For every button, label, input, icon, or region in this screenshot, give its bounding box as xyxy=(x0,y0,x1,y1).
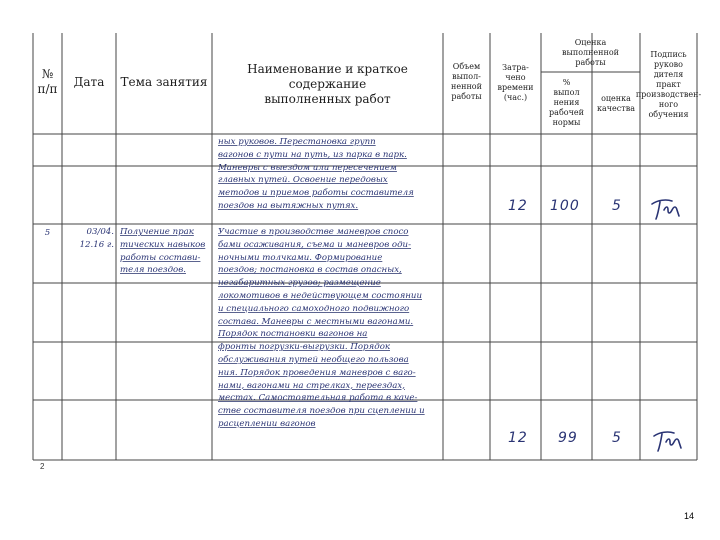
row-2-volume: 12 xyxy=(508,430,528,446)
header-description: Наименование и краткое содержание выполненных работ xyxy=(247,61,408,106)
signature-mark xyxy=(650,196,684,222)
header-no: № п/п xyxy=(37,67,58,96)
header-signature: Подпись руково дителя практ производствен- ного обучения xyxy=(635,50,702,119)
row-2-topic: Получение прак тических навыков работы состави- теля поездов. xyxy=(120,227,206,276)
header-time-spent: Затра- чено времени (час.) xyxy=(497,63,534,102)
header-grade-group: Оценка выполненной работы xyxy=(562,38,619,67)
row-1-volume: 12 xyxy=(508,198,528,214)
header-volume: Объем выпол- ненной работы xyxy=(451,62,482,101)
row-1-description: ных руковов. Перестановка групп вагонов с пути на путь, из парка в парк. Маневры с выездом или пересечением главных путей. Освоение передовых методов и приемов работы составителя поездов на вытяжных путях. xyxy=(218,137,414,211)
row-2-no: 5 xyxy=(44,227,51,238)
footnote-marker: 2 xyxy=(40,462,45,471)
row-2-percent: 99 xyxy=(558,430,578,446)
header-topic: Тема занятия xyxy=(120,74,208,89)
signature-mark xyxy=(652,428,686,454)
row-1-quality: 5 xyxy=(612,198,622,214)
row-2-description: Участие в производстве маневров спосо бами осаживания, съема и маневров оди- ночными толчками. Формирование поездов; постановка в состав опасных, негабаритных грузов; размещение локомотивов в недействующем состоянии и специального самоходного подвижного состава. Маневры с местными вагонами. Порядок постановки вагонов на фронты погрузки-выгрузки. Порядок обслуживания путей необщего пользова ния. Порядок проведения маневров с ваго- нами, вагонами на стрелках, переездах, местах. Самостоятельная работа в каче- стве составителя поездов при сцеплении и расцеплении вагонов xyxy=(218,227,425,429)
page-number: 14 xyxy=(684,511,695,521)
header-percent: % выпол нения рабочей нормы xyxy=(549,78,584,127)
row-2-quality: 5 xyxy=(612,430,622,446)
row-2-date: 03/04. 12.16 г. xyxy=(79,227,114,250)
header-quality: оценка качества xyxy=(597,94,635,113)
header-date: Дата xyxy=(73,74,105,89)
row-1-percent: 100 xyxy=(550,198,580,214)
